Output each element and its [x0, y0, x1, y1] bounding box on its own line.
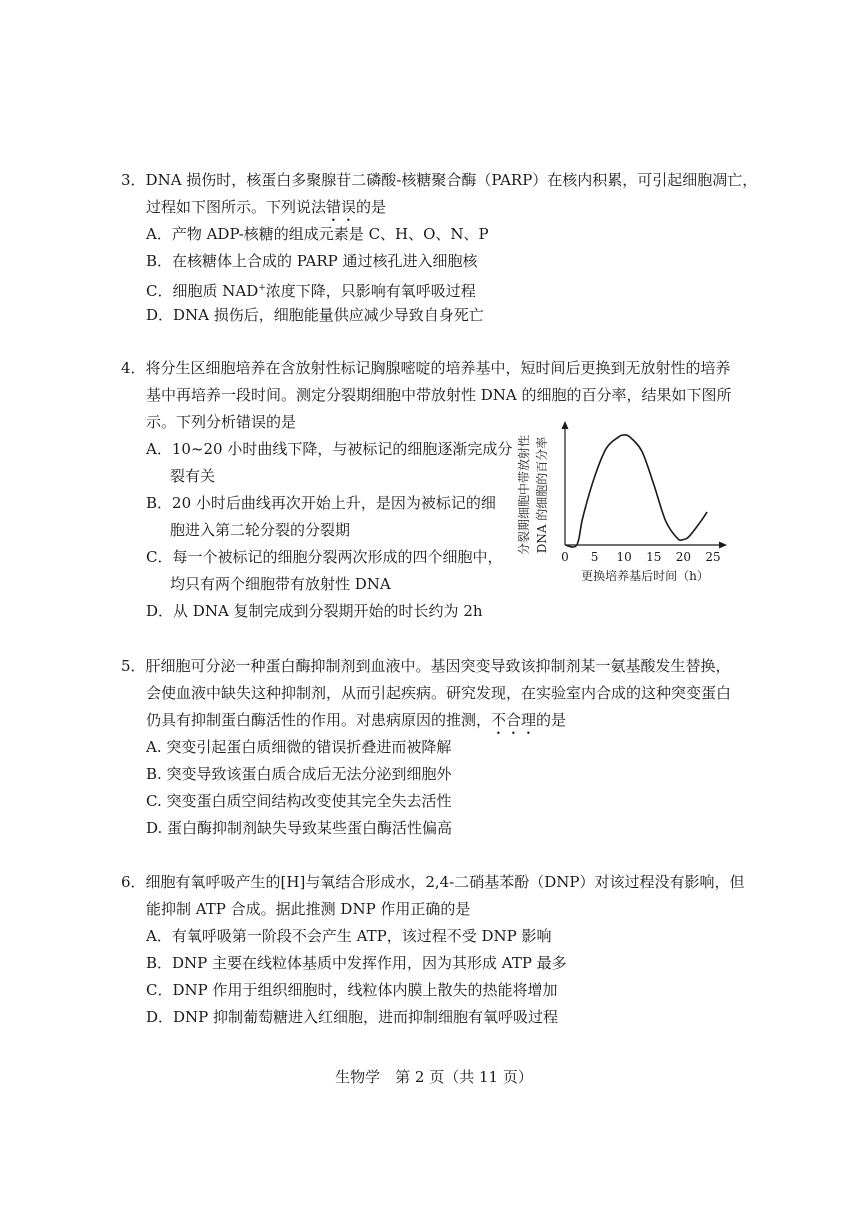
radioactive-dna-chart	[515, 415, 730, 585]
y-axis-label-line2: DNA 的细胞的百分率	[535, 436, 549, 554]
q3-emphasis-word: 错误	[326, 198, 357, 216]
q3-stem-line2	[146, 197, 386, 225]
x-axis-arrow	[719, 542, 727, 549]
q3-option-a: A．产物 ADP-核糖的组成元素是 C、H、O、N、P	[146, 225, 489, 243]
q5-stem-text: 仍具有抑制蛋白酶活性的作用。对患病原因的推测，	[146, 711, 492, 729]
q6-stem-line2: 能抑制 ATP 合成。据此推测 DNP 作用正确的是	[146, 900, 471, 918]
q4-option-d: D．从 DNA 复制完成到分裂期开始的时长约为 2h	[146, 602, 483, 620]
x-tick-label: 5	[590, 550, 599, 564]
x-axis-label: 更换培养基后时间（h）	[581, 569, 709, 583]
q6-option-c: C．DNP 作用于组织细胞时，线粒体内膜上散失的热能将增加	[146, 981, 558, 999]
q5-option-d: D. 蛋白酶抑制剂缺失导致某些蛋白酶活性偏高	[146, 819, 453, 837]
x-tick-label: 15	[646, 550, 662, 564]
y-axis-label	[516, 435, 549, 555]
q5-option-a: A. 突变引起蛋白质细微的错误折叠进而被降解	[146, 738, 452, 756]
q6-option-d: D．DNP 抑制葡萄糖进入红细胞，进而抑制细胞有氧呼吸过程	[146, 1008, 559, 1026]
q4-option-b-line1: B．20 小时后曲线再次开始上升，是因为被标记的细	[146, 494, 496, 512]
q3-option-d: D．DNA 损伤后，细胞能量供应减少导致自身死亡	[146, 306, 484, 324]
q6-option-a: A．有氧呼吸第一阶段不会产生 ATP，该过程不受 DNP 影响	[146, 927, 552, 945]
q5-stem-line3	[146, 710, 566, 738]
q5-stem-line2: 会使血液中缺失这种抑制剂，从而引起疾病。研究发现，在实验室内合成的这种突变蛋白	[146, 684, 732, 702]
q5-option-c: C. 突变蛋白质空间结构改变使其完全失去活性	[146, 792, 452, 810]
data-line	[565, 435, 707, 547]
q3-option-c	[146, 278, 476, 301]
y-axis-label-line1: 分裂期细胞中带放射性	[517, 434, 531, 556]
q4-stem-line1: 4．将分生区细胞培养在含放射性标记胸腺嘧啶的培养基中，短时间后更换到无放射性的培养	[121, 359, 731, 377]
x-tick-label: 25	[705, 550, 721, 564]
q3-stem-line1: 3．DNA 损伤时，核蛋白多聚腺苷二磷酸-核糖聚合酶（PARP）在核内积累，可引起细胞凋亡，	[121, 171, 758, 189]
x-tick-label: 20	[675, 550, 692, 564]
q4-option-a-line1: A．10~20 小时曲线下降，与被标记的细胞逐渐完成分	[146, 440, 513, 458]
q4-option-c-line2: 均只有两个细胞带有放射性 DNA	[170, 575, 391, 593]
q5-stem-end: 的是	[536, 711, 567, 729]
q3-stem-text: 过程如下图所示。下列说法	[146, 198, 327, 216]
q3-option-c-text: C．细胞质 NAD	[146, 282, 259, 300]
q5-emphasis-word: 不合理	[491, 711, 537, 729]
q5-stem-line1: 5．肝细胞可分泌一种蛋白酶抑制剂到血液中。基因突变导致该抑制剂某一氨基酸发生替换，	[121, 657, 731, 675]
q4-stem-line3: 示。下列分析错误的是	[146, 413, 297, 431]
x-tick-label: 10	[616, 550, 632, 564]
q3-option-c-rest: 浓度下降，只影响有氧呼吸过程	[265, 282, 476, 300]
page-footer: 生物学 第 2 页（共 11 页）	[335, 1068, 533, 1086]
y-axis-arrow	[562, 421, 569, 429]
q3-stem-end: 的是	[356, 198, 387, 216]
x-tick-label: 0	[561, 550, 569, 564]
q4-stem-line2: 基中再培养一段时间。测定分裂期细胞中带放射性 DNA 的细胞的百分率，结果如下图所	[146, 386, 732, 404]
q3-option-b: B．在核糖体上合成的 PARP 通过核孔进入细胞核	[146, 252, 478, 270]
q4-option-a-line2: 裂有关	[170, 467, 216, 485]
q6-option-b: B．DNP 主要在线粒体基质中发挥作用，因为其形成 ATP 最多	[146, 954, 567, 972]
q4-option-c-line1: C．每一个被标记的细胞分裂两次形成的四个细胞中，	[146, 548, 503, 566]
q4-option-b-line2: 胞进入第二轮分裂的分裂期	[170, 521, 351, 539]
q3-option-c-superscript: +	[258, 283, 266, 293]
q5-option-b: B. 突变导致该蛋白质合成后无法分泌到细胞外	[146, 765, 452, 783]
q6-stem-line1: 6．细胞有氧呼吸产生的[H]与氧结合形成水，2,4-二硝基苯酚（DNP）对该过程没有影响，但	[121, 873, 745, 891]
